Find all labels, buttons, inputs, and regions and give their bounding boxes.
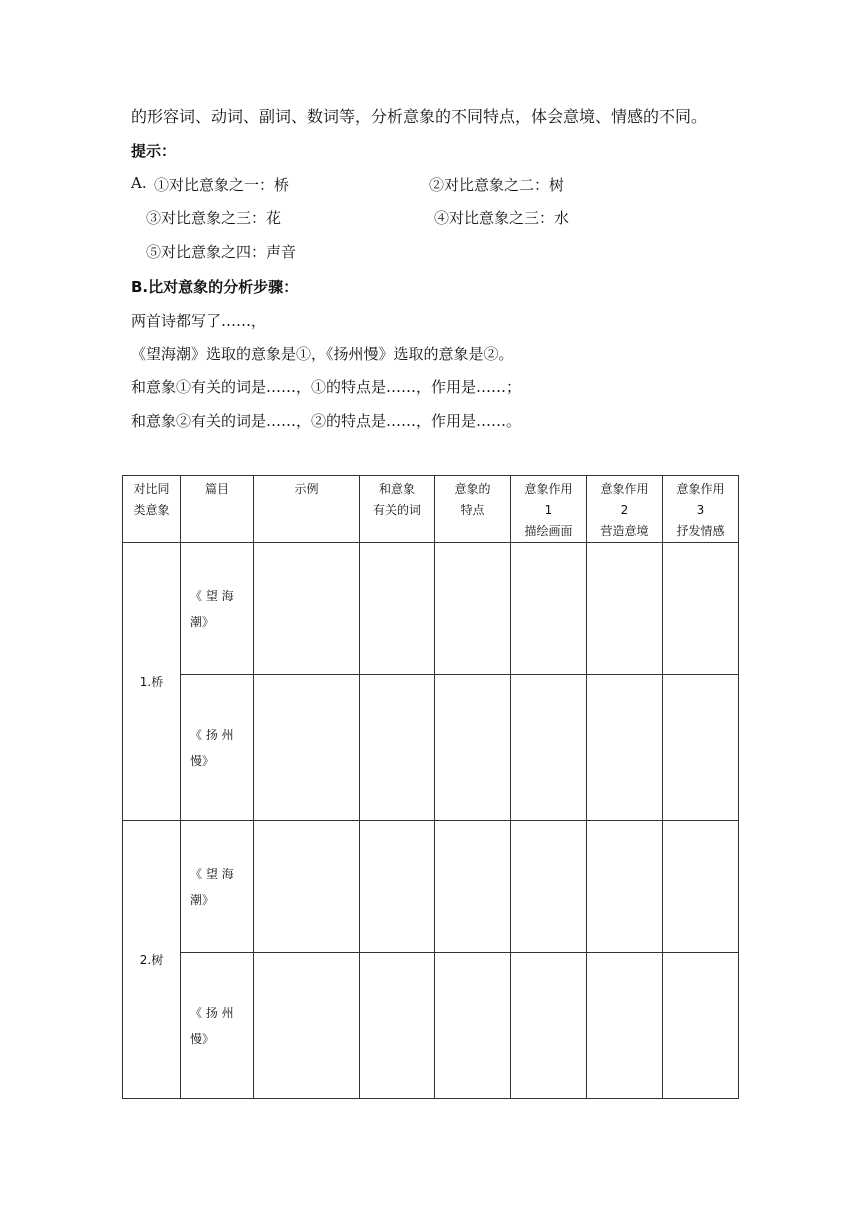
header-function-3: 意象作用 3 抒发情感 <box>663 476 739 543</box>
features-cell[interactable] <box>435 675 511 821</box>
related-words-cell[interactable] <box>360 821 435 953</box>
function-1-cell[interactable] <box>511 953 587 1099</box>
related-words-cell[interactable] <box>360 675 435 821</box>
table-row <box>123 543 739 675</box>
table-row <box>123 953 739 1099</box>
category-cell: 2.树 <box>123 821 181 1099</box>
header-category: 对比同 类意象 <box>123 476 181 543</box>
function-2-cell[interactable] <box>587 953 663 1099</box>
poem-cell: 《 扬 州 慢》 <box>181 675 254 821</box>
table-row <box>123 821 739 953</box>
function-2-cell[interactable] <box>587 543 663 675</box>
table-row <box>123 675 739 821</box>
function-3-cell[interactable] <box>663 543 739 675</box>
example-cell[interactable] <box>254 821 360 953</box>
function-3-cell[interactable] <box>663 821 739 953</box>
features-cell[interactable] <box>435 821 511 953</box>
comparison-table <box>122 475 739 1099</box>
features-cell[interactable] <box>435 543 511 675</box>
step-line-3: 和意象①有关的词是……，①的特点是……，作用是……； <box>131 378 522 396</box>
step-line-1: 两首诗都写了……， <box>131 312 267 330</box>
poem-cell: 《 望 海 潮》 <box>181 821 254 953</box>
function-1-cell[interactable] <box>511 543 587 675</box>
step-line-2: 《望海潮》选取的意象是①，《扬州慢》选取的意象是②。 <box>131 345 514 363</box>
contrast-item-4: ④对比意象之三：水 <box>434 209 570 227</box>
hint-title: 提示： <box>131 142 177 160</box>
header-function-1: 意象作用 1 描绘画面 <box>511 476 587 543</box>
header-poem: 篇目 <box>181 476 254 543</box>
header-function-2: 意象作用 2 营造意境 <box>587 476 663 543</box>
example-cell[interactable] <box>254 543 360 675</box>
example-cell[interactable] <box>254 675 360 821</box>
function-3-cell[interactable] <box>663 675 739 821</box>
function-1-cell[interactable] <box>511 675 587 821</box>
function-2-cell[interactable] <box>587 675 663 821</box>
contrast-item-3: ③对比意象之三：花 <box>146 209 282 227</box>
poem-cell: 《 望 海 潮》 <box>181 543 254 675</box>
header-features: 意象的 特点 <box>435 476 511 543</box>
contrast-item-1: ①对比意象之一：桥 <box>154 176 290 194</box>
intro-text-line: 的形容词、动词、副词、数词等，分析意象的不同特点，体会意境、情感的不同。 <box>131 107 708 126</box>
features-cell[interactable] <box>435 953 511 1099</box>
category-cell: 1.桥 <box>123 543 181 821</box>
step-line-4: 和意象②有关的词是……，②的特点是……，作用是……。 <box>131 412 522 430</box>
header-related-words: 和意象 有关的词 <box>360 476 435 543</box>
example-cell[interactable] <box>254 953 360 1099</box>
option-a-label: A. <box>131 174 147 192</box>
contrast-item-5: ⑤对比意象之四：声音 <box>146 243 297 261</box>
function-2-cell[interactable] <box>587 821 663 953</box>
header-example: 示例 <box>254 476 360 543</box>
poem-cell: 《 扬 州 慢》 <box>181 953 254 1099</box>
contrast-item-2: ②对比意象之二：树 <box>429 176 565 194</box>
related-words-cell[interactable] <box>360 543 435 675</box>
steps-title: B.比对意象的分析步骤： <box>131 278 299 296</box>
related-words-cell[interactable] <box>360 953 435 1099</box>
function-3-cell[interactable] <box>663 953 739 1099</box>
function-1-cell[interactable] <box>511 821 587 953</box>
table-header-row <box>123 476 739 543</box>
